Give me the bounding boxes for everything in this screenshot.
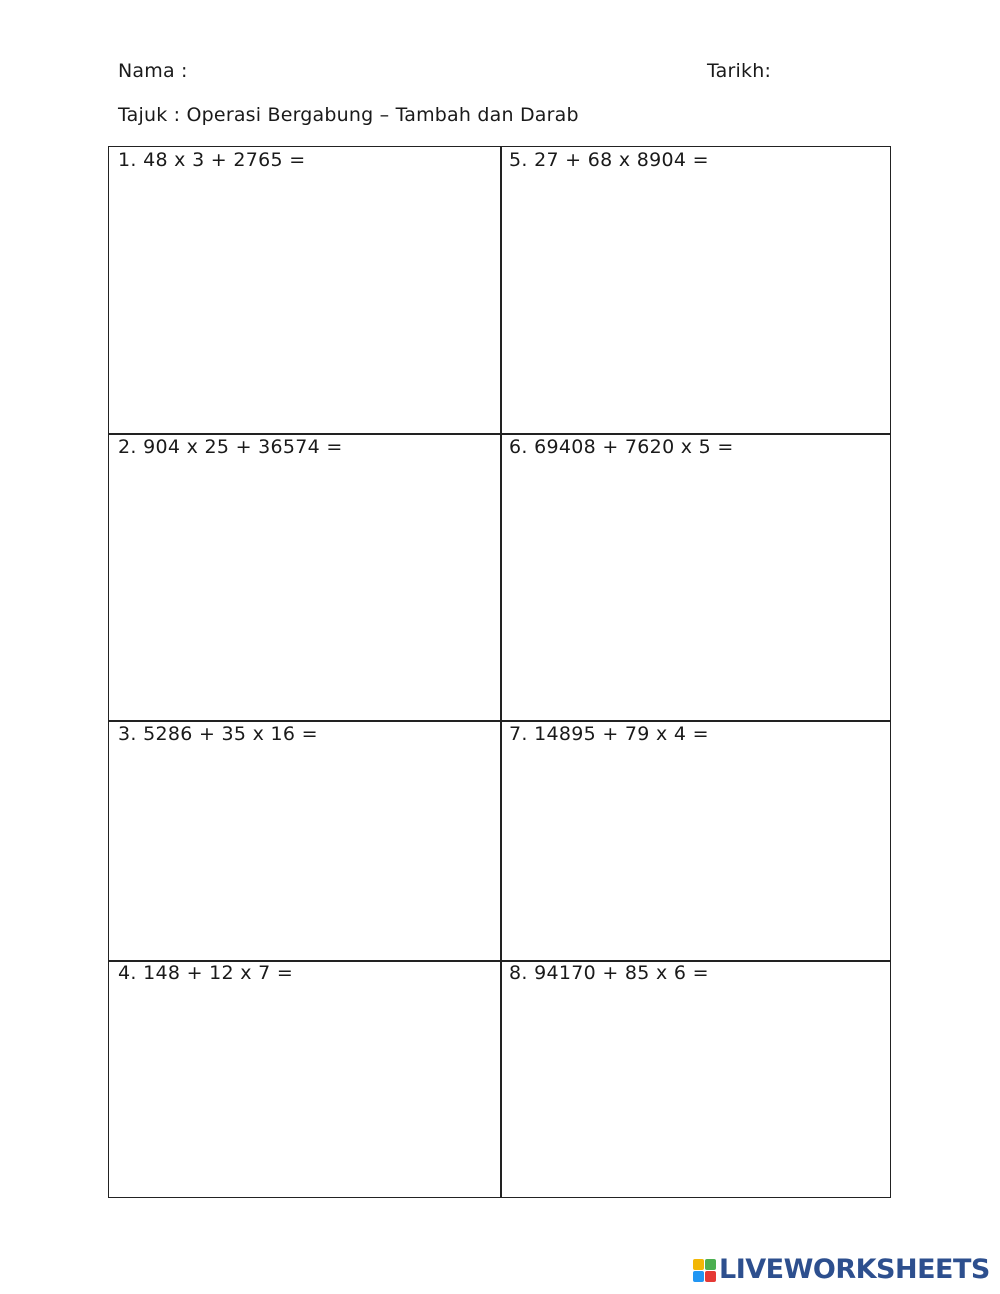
question-8: 8. 94170 + 85 x 6 = [509, 962, 709, 984]
question-5: 5. 27 + 68 x 8904 = [509, 149, 709, 171]
date-label: Tarikh: [707, 60, 772, 82]
question-7: 7. 14895 + 79 x 4 = [509, 723, 709, 745]
question-2: 2. 904 x 25 + 36574 = [118, 436, 343, 458]
question-4: 4. 148 + 12 x 7 = [118, 962, 294, 984]
question-3: 3. 5286 + 35 x 16 = [118, 723, 318, 745]
liveworksheets-logo-icon [693, 1259, 716, 1282]
question-6: 6. 69408 + 7620 x 5 = [509, 436, 734, 458]
question-1: 1. 48 x 3 + 2765 = [118, 149, 306, 171]
liveworksheets-brand [693, 1255, 990, 1285]
grid-divider-vertical [500, 147, 502, 1197]
topic-title: Tajuk : Operasi Bergabung – Tambah dan Darab [118, 104, 579, 126]
name-label: Nama : [118, 60, 188, 82]
question-grid [108, 146, 891, 1198]
grid-divider-row-1 [109, 433, 890, 435]
brand-name: LIVEWORKSHEETS [719, 1254, 990, 1285]
grid-divider-row-2 [109, 720, 890, 722]
